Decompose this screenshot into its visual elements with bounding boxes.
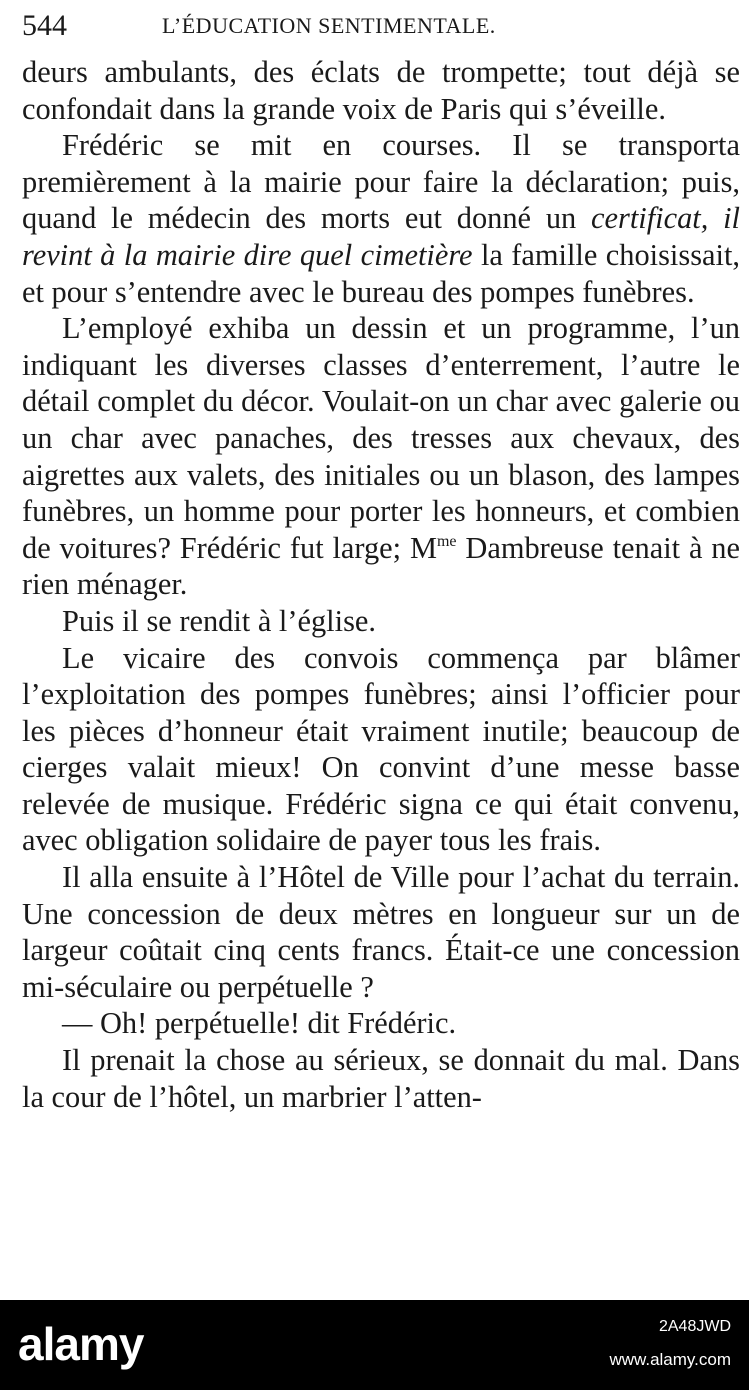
italic-text: certificat, il revint à la mairie dire quel cimetière <box>22 201 740 272</box>
paragraph-5: Le vicaire des convois commença par blâmer l’exploitation des pompes funèbres; ainsi l’officier pour les pièces d’honneur était vraiment inutile; beaucoup de cierges valait mieux! On convint d’une messe basse relevée de musique. Frédéric signa ce qui était convenu, avec obligation solidaire de payer tous les frais. <box>22 640 740 858</box>
watermark-banner <box>0 1300 749 1390</box>
paragraph-6: Il alla ensuite à l’Hôtel de Ville pour l’achat du terrain. Une concession de deux mètres en longueur sur un de largeur coûtait cinq cents francs. Était-ce une concession mi-séculaire ou perpétuelle ? <box>22 860 740 1004</box>
paragraph-3: L’employé exhiba un dessin et un programme, l’un indiquant les diverses classes d’enterrement, l’autre le détail complet du décor. Voulait-on un char avec galerie ou un char avec panaches, des tresses aux chevaux, des aigrettes aux valets, des initiales ou un blason, des lampes funèbres, un homme pour porter les honneurs, et combien de voitures? Frédéric fut large; $M^{me}$ Dambreuse tenait à ne rien ménager. <box>22 311 740 602</box>
paragraph-4: Puis il se rendit à l’église. <box>62 603 376 638</box>
image-id: 2A48JWD <box>658 1318 731 1335</box>
paragraph-1: deurs ambulants, des éclats de trompette; tout déjà se confondait dans la grande voix de Paris qui s’éveille. <box>22 55 740 126</box>
paragraph-2: Frédéric se mit en courses. Il se transporta premièrement à la mairie pour faire la déclaration; puis, quand le médecin des morts eut donné un certificat, il revint à la mairie dire quel cimetière la famille choisissait, et pour s’entendre avec le bureau des pompes funèbres. <box>22 128 741 309</box>
superscript-me: me <box>436 532 457 550</box>
book-title: L’ÉDUCATION SENTIMENTALE. <box>162 13 496 38</box>
site-url: www.alamy.com <box>609 1350 731 1369</box>
text-body <box>22 54 740 1115</box>
running-head <box>22 4 737 48</box>
paragraph-7: — Oh! perpétuelle! dit Frédéric. <box>62 1006 457 1041</box>
paragraph-8: Il prenait la chose au sérieux, se donnait du mal. Dans la cour de l’hôtel, un marbrier l’atten- <box>22 1043 740 1114</box>
page-number: 544 <box>22 9 67 42</box>
alamy-logo: alamy <box>18 1318 144 1370</box>
